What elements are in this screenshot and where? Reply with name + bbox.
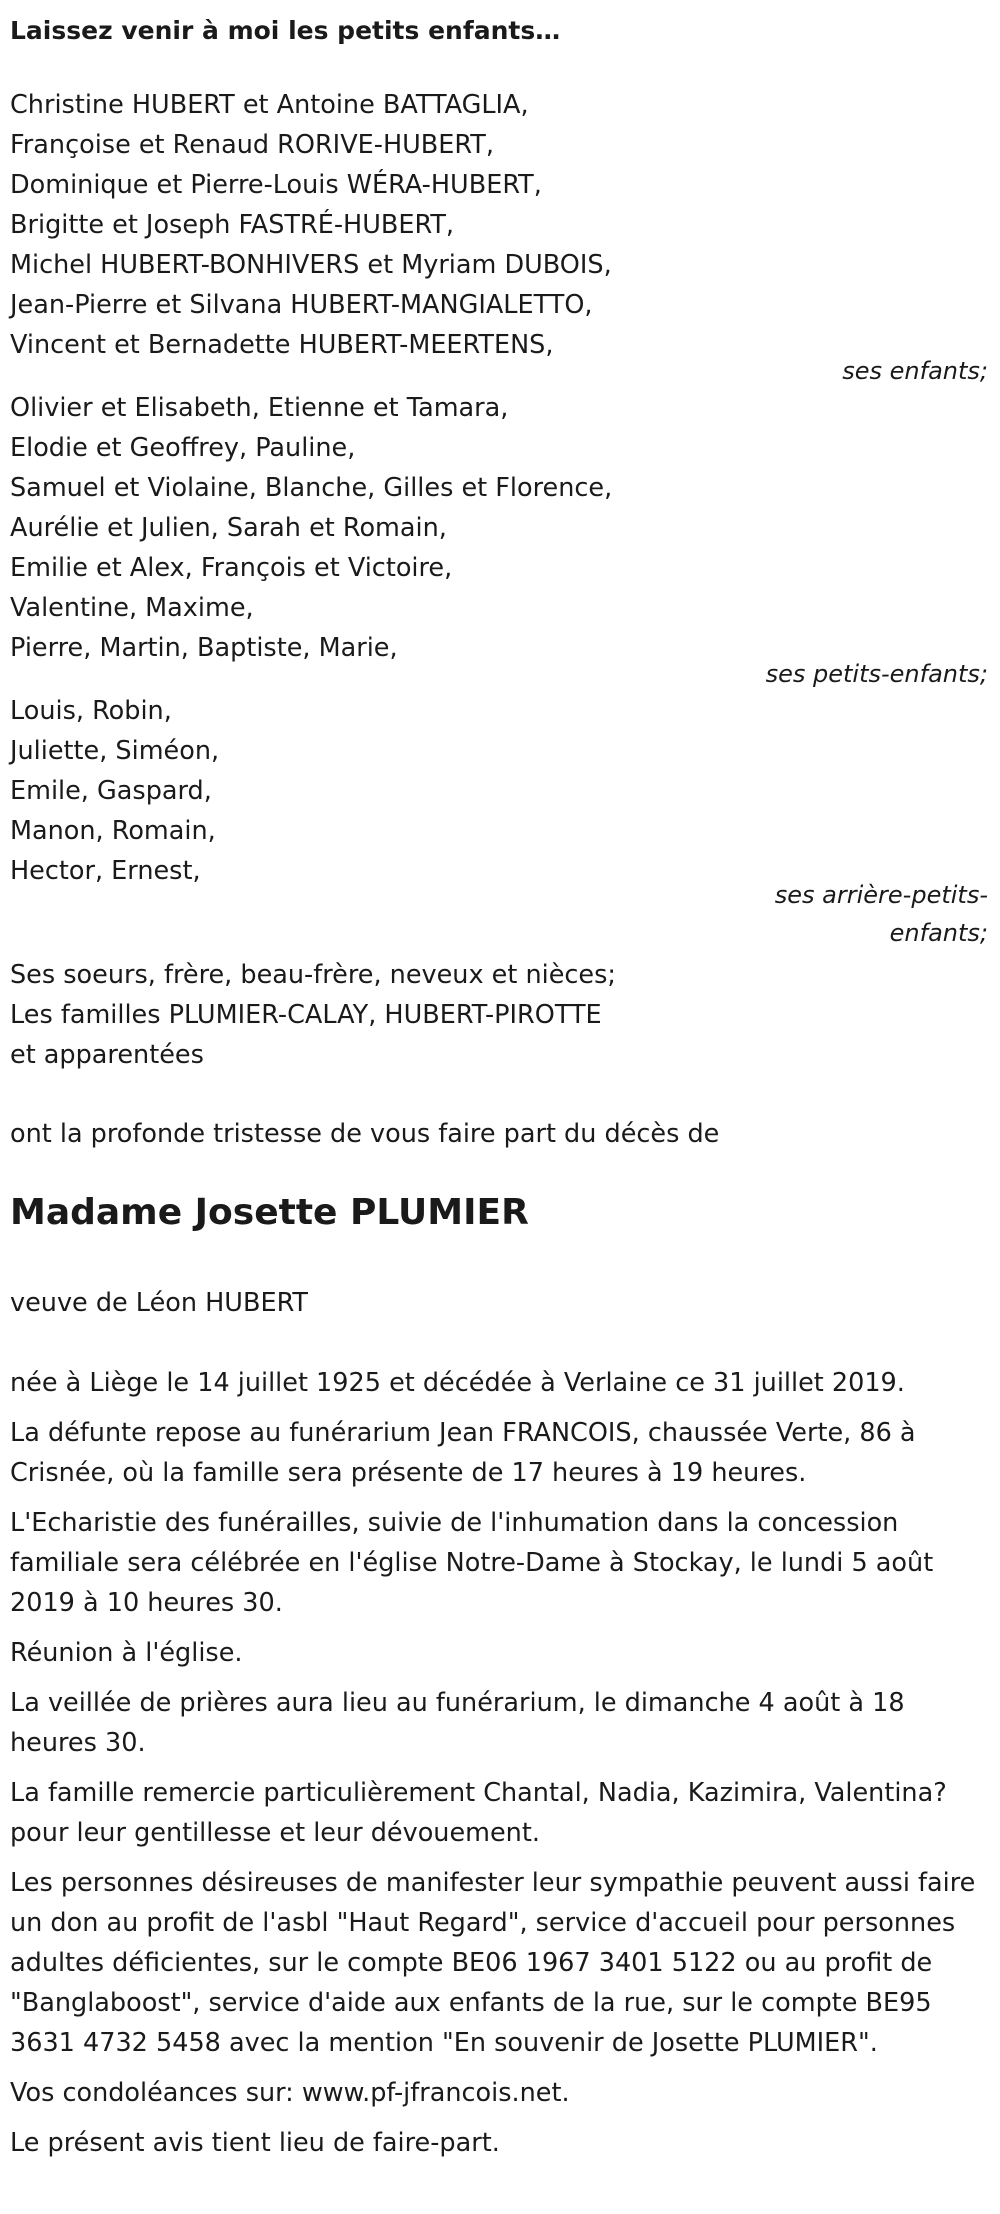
grandchildren-list	[10, 388, 612, 668]
list-item: Samuel et Violaine, Blanche, Gilles et Florence,	[10, 473, 613, 503]
grandchildren-role: ses petits-enfants;	[765, 660, 988, 688]
great-grandchildren-role	[10, 876, 988, 952]
detail-paragraph: La veillée de prières aura lieu au funérarium, le dimanche 4 août à 18 heures 30.	[10, 1688, 905, 1758]
list-item: Ses soeurs, frère, beau-frère, neveux et nièces;	[10, 960, 616, 990]
list-item: Michel HUBERT-BONHIVERS et Myriam DUBOIS,	[10, 250, 612, 280]
list-item: Pierre, Martin, Baptiste, Marie,	[10, 633, 398, 663]
deceased-name: Madame Josette PLUMIER	[10, 1192, 529, 1233]
list-item: Emilie et Alex, François et Victoire,	[10, 553, 453, 583]
list-item: Hector, Ernest,	[10, 856, 201, 886]
list-item: Manon, Romain,	[10, 816, 216, 846]
children-list	[10, 85, 612, 365]
list-item: Brigitte et Joseph FASTRÉ-HUBERT,	[10, 210, 455, 240]
role-line: enfants;	[889, 919, 988, 947]
list-item: Valentine, Maxime,	[10, 593, 254, 623]
list-item: Dominique et Pierre-Louis WÉRA-HUBERT,	[10, 170, 542, 200]
list-item: Vincent et Bernadette HUBERT-MEERTENS,	[10, 330, 554, 360]
list-item: Emile, Gaspard,	[10, 776, 212, 806]
role-line: ses arrière-petits-	[774, 881, 988, 909]
announcement-text: ont la profonde tristesse de vous faire part du décès de	[10, 1119, 720, 1149]
detail-paragraph: L'Echaristie des funérailles, suivie de l'inhumation dans la concession familiale sera célébrée en l'église Notre-Dame à Stockay, le lundi 5 août 2019 à 10 heures 30.	[10, 1508, 934, 1618]
list-item: Christine HUBERT et Antoine BATTAGLIA,	[10, 90, 529, 120]
detail-paragraph: Le présent avis tient lieu de faire-part.	[10, 2128, 500, 2158]
list-item: Françoise et Renaud RORIVE-HUBERT,	[10, 130, 494, 160]
list-item: et apparentées	[10, 1040, 204, 1070]
detail-paragraph: Réunion à l'église.	[10, 1638, 243, 1668]
list-item: Jean-Pierre et Silvana HUBERT-MANGIALETTO,	[10, 290, 593, 320]
family-list	[10, 955, 616, 1075]
list-item: Olivier et Elisabeth, Etienne et Tamara,	[10, 393, 509, 423]
detail-paragraph: Vos condoléances sur: www.pf-jfrancois.net.	[10, 2078, 570, 2108]
list-item: Louis, Robin,	[10, 696, 172, 726]
list-item: Aurélie et Julien, Sarah et Romain,	[10, 513, 447, 543]
details	[10, 1363, 985, 2163]
list-item: Juliette, Siméon,	[10, 736, 220, 766]
children-role: ses enfants;	[842, 357, 988, 385]
detail-paragraph: La défunte repose au funérarium Jean FRANCOIS, chaussée Verte, 86 à Crisnée, où la famille sera présente de 17 heures à 19 heures.	[10, 1418, 916, 1488]
widow-of: veuve de Léon HUBERT	[10, 1288, 309, 1318]
list-item: Elodie et Geoffrey, Pauline,	[10, 433, 356, 463]
detail-paragraph: née à Liège le 14 juillet 1925 et décédée à Verlaine ce 31 juillet 2019.	[10, 1368, 905, 1398]
epigraph-heading: Laissez venir à moi les petits enfants…	[10, 16, 561, 45]
detail-paragraph: Les personnes désireuses de manifester leur sympathie peuvent aussi faire un don au profit de l'asbl "Haut Regard", service d'accueil pour personnes adultes déficientes, sur le compte BE06 1967 3401 5122 ou au profit de "Banglaboost", service d'aide aux enfants de la rue, sur le compte BE95 3631 4732 5458 avec la mention "En souvenir de Josette PLUMIER".	[10, 1868, 976, 2058]
great-grandchildren-list	[10, 691, 219, 891]
detail-paragraph: La famille remercie particulièrement Chantal, Nadia, Kazimira, Valentina? pour leur gentillesse et leur dévouement.	[10, 1778, 947, 1848]
list-item: Les familles PLUMIER-CALAY, HUBERT-PIROTTE	[10, 1000, 602, 1030]
